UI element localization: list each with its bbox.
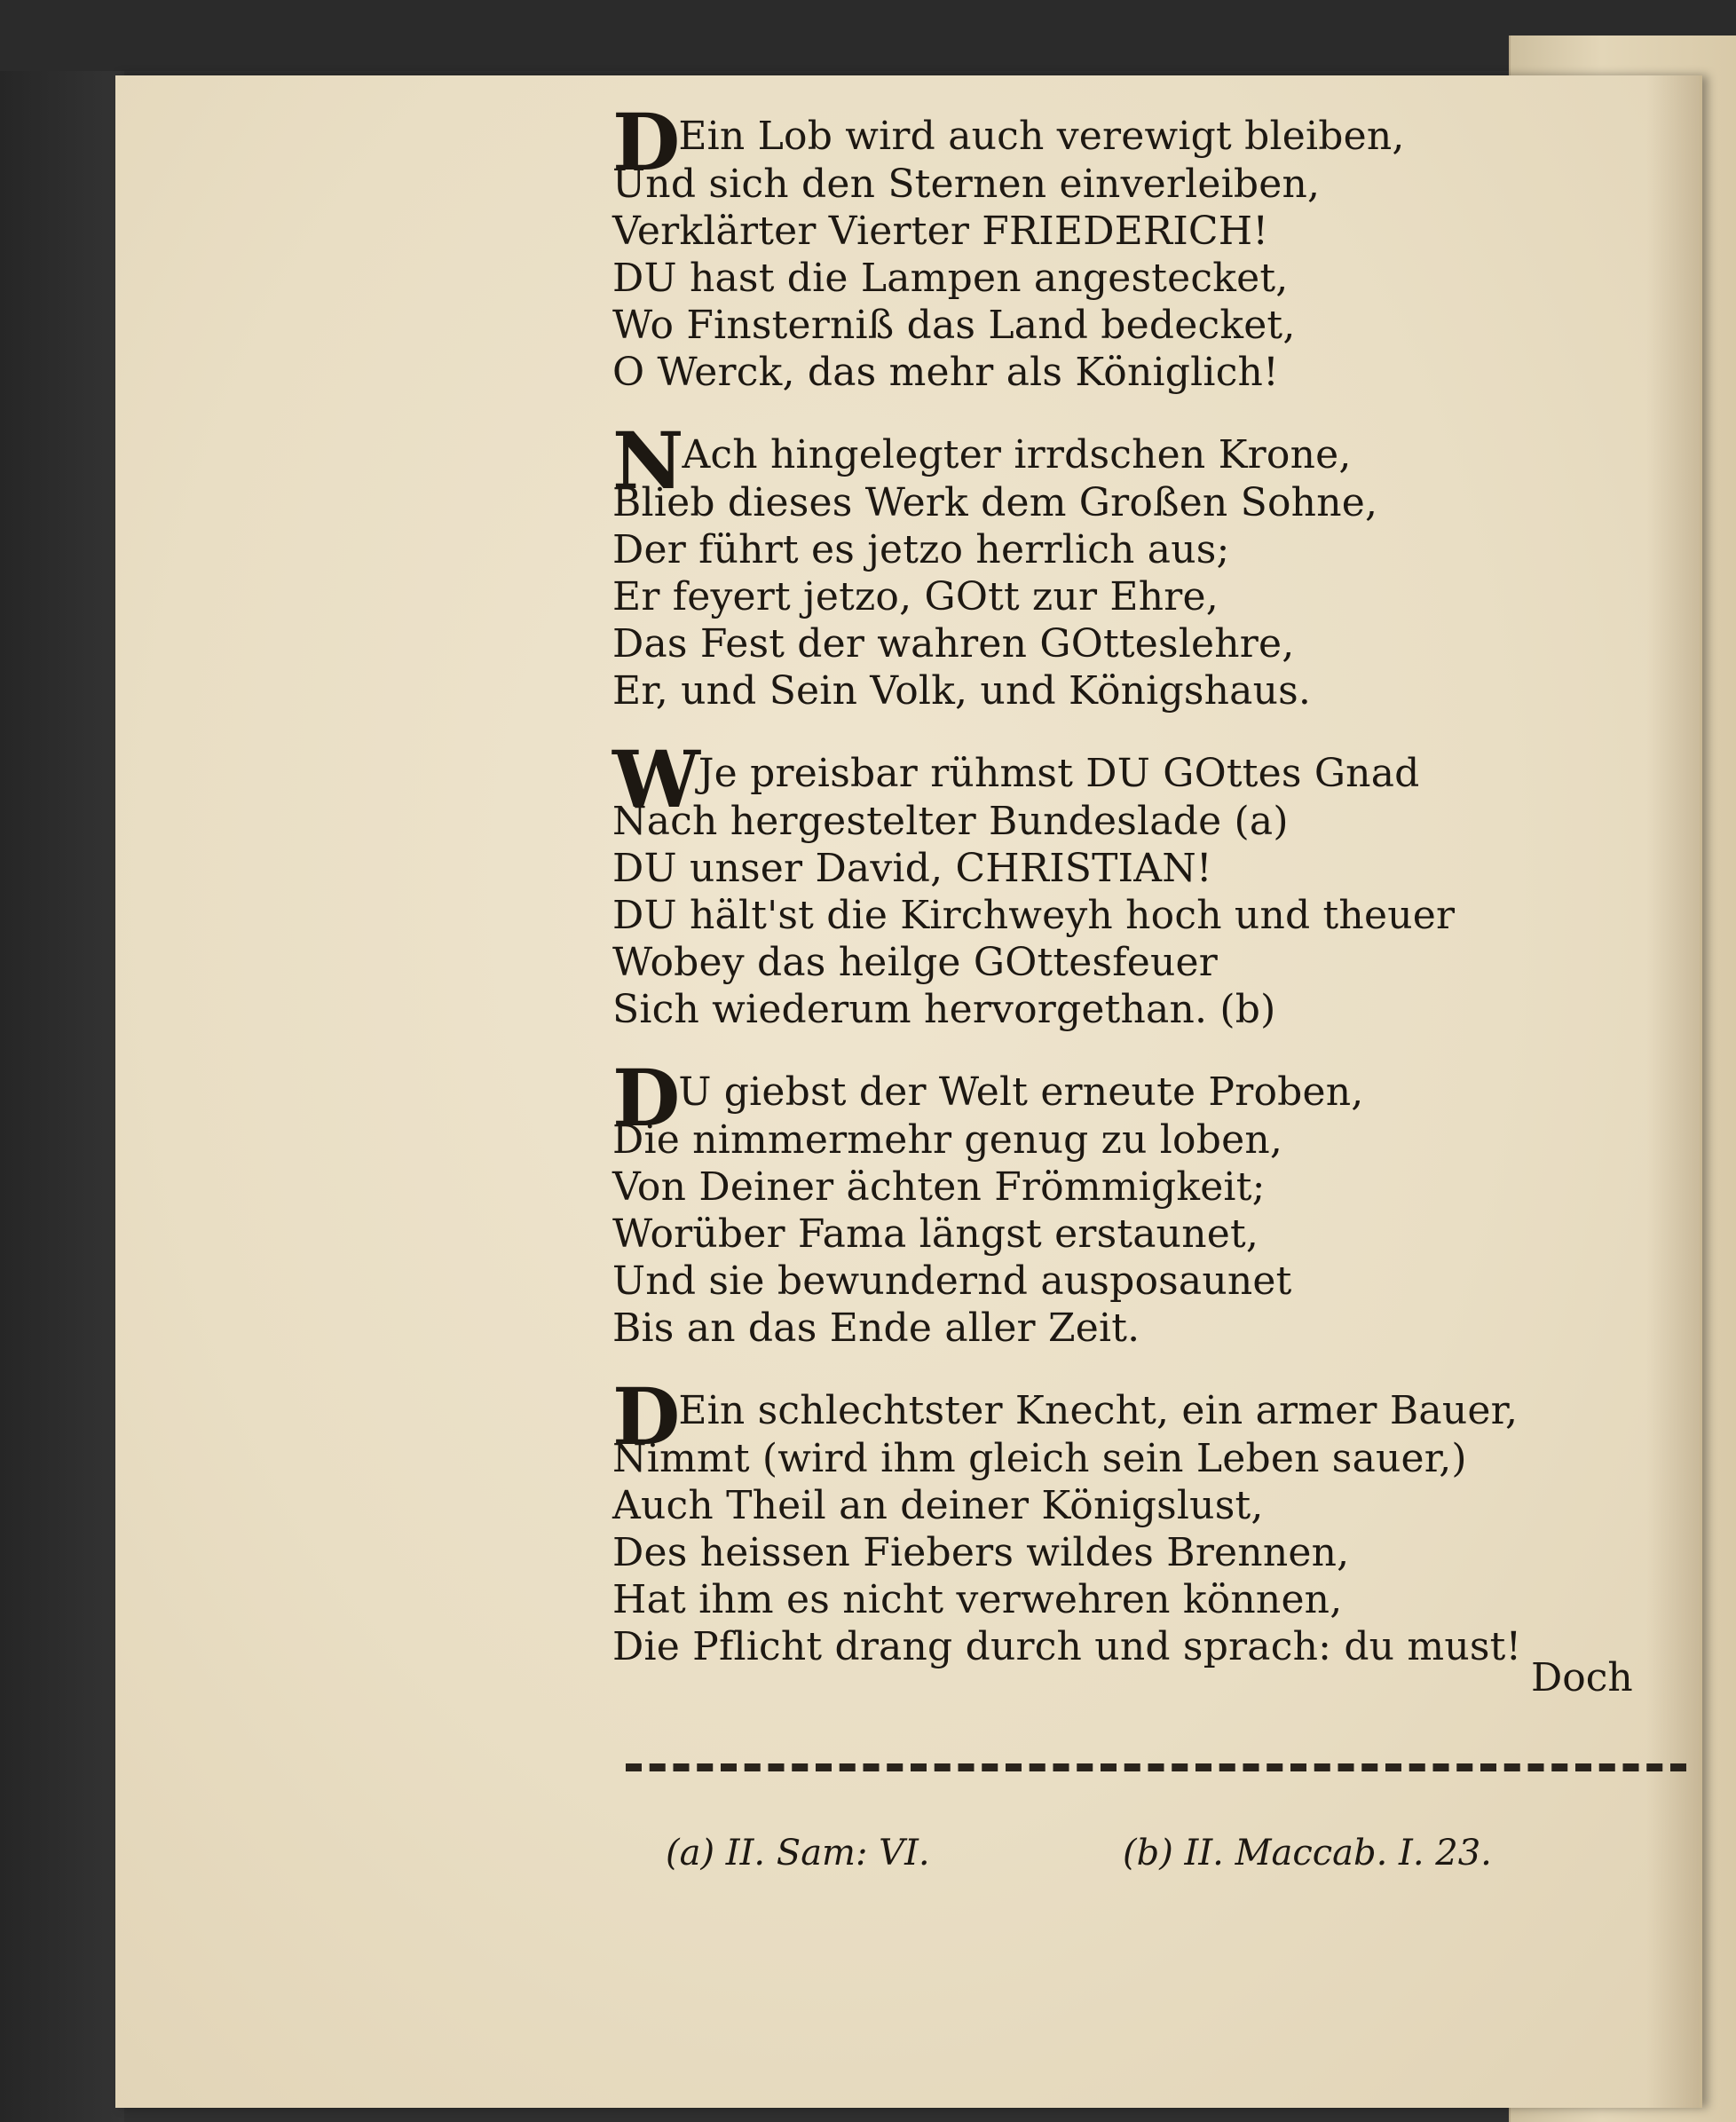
- stanza-2: [612, 414, 1677, 714]
- poem-text: [612, 96, 1677, 1695]
- stanza-3: [612, 733, 1677, 1033]
- poem-line: Die Pflicht drang durch und sprach: du must!: [612, 1624, 1522, 1669]
- footnotes: [666, 1833, 1686, 1886]
- poem-line: Hat ihm es nicht verwehren können,: [612, 1577, 1343, 1622]
- poem-line: WJe preisbar rühmst DU GOttes Gnad: [612, 733, 1420, 825]
- poem-line: DEin schlechtster Knecht, ein armer Bauer,: [612, 1370, 1519, 1463]
- stanza-5: [612, 1370, 1677, 1670]
- drop-initial: W: [612, 733, 697, 825]
- drop-initial: D: [612, 96, 677, 188]
- poem-line: Verklärter Vierter FRIEDERICH!: [612, 209, 1269, 254]
- poem-line: NAch hingelegter irrdschen Krone,: [612, 414, 1352, 507]
- footnote-b: (b) II. Maccab. I. 23.: [1123, 1833, 1492, 1874]
- poem-line: Das Fest der wahren GOtteslehre,: [612, 621, 1295, 667]
- stanza-1: [612, 96, 1677, 396]
- stanza-4: [612, 1052, 1677, 1352]
- poem-line: Wobey das heilge GOttesfeuer: [612, 940, 1218, 985]
- poem-line: Der führt es jetzo herrlich aus;: [612, 527, 1230, 572]
- poem-line: Des heissen Fiebers wildes Brennen,: [612, 1530, 1350, 1575]
- scan-background: [0, 0, 124, 2122]
- footnote-rule: [626, 1763, 1686, 1780]
- scan-background-top: [0, 0, 1736, 71]
- poem-line: Nimmt (wird ihm gleich sein Leben sauer,): [612, 1436, 1467, 1481]
- poem-line: Er feyert jetzo, GOtt zur Ehre,: [612, 574, 1219, 619]
- catchword: Doch: [1531, 1655, 1633, 1700]
- poem-line: Und sie bewundernd ausposaunet: [612, 1258, 1292, 1304]
- poem-line: Sich wiederum hervorgethan. (b): [612, 987, 1276, 1032]
- poem-line: Blieb dieses Werk dem Großen Sohne,: [612, 480, 1378, 525]
- poem-line: O Werck, das mehr als Königlich!: [612, 350, 1279, 395]
- drop-initial: D: [612, 1052, 677, 1144]
- poem-line: Auch Theil an deiner Königslust,: [612, 1483, 1264, 1528]
- poem-line: DU hast die Lampen angestecket,: [612, 256, 1289, 301]
- poem-line: Und sich den Sternen einverleiben,: [612, 162, 1321, 207]
- poem-line: Worüber Fama längst erstaunet,: [612, 1211, 1259, 1257]
- book-page: [115, 75, 1702, 2108]
- poem-line: DEin Lob wird auch verewigt bleiben,: [612, 96, 1405, 188]
- poem-line: Wo Finsterniß das Land bedecket,: [612, 303, 1296, 348]
- poem-line: Er, und Sein Volk, und Königshaus.: [612, 668, 1312, 714]
- drop-initial: N: [612, 414, 681, 507]
- footnote-a: (a) II. Sam: VI.: [666, 1833, 930, 1874]
- poem-line: Nach hergestelter Bundeslade (a): [612, 799, 1289, 844]
- poem-line: Die nimmermehr genug zu loben,: [612, 1117, 1283, 1163]
- poem-line: Von Deiner ächten Frömmigkeit;: [612, 1164, 1266, 1210]
- poem-line: DU giebst der Welt erneute Proben,: [612, 1052, 1364, 1144]
- drop-initial: D: [612, 1370, 677, 1463]
- poem-line: DU unser David, CHRISTIAN!: [612, 846, 1212, 891]
- poem-line: DU hält'st die Kirchweyh hoch und theuer: [612, 893, 1456, 938]
- poem-line: Bis an das Ende aller Zeit.: [612, 1306, 1140, 1351]
